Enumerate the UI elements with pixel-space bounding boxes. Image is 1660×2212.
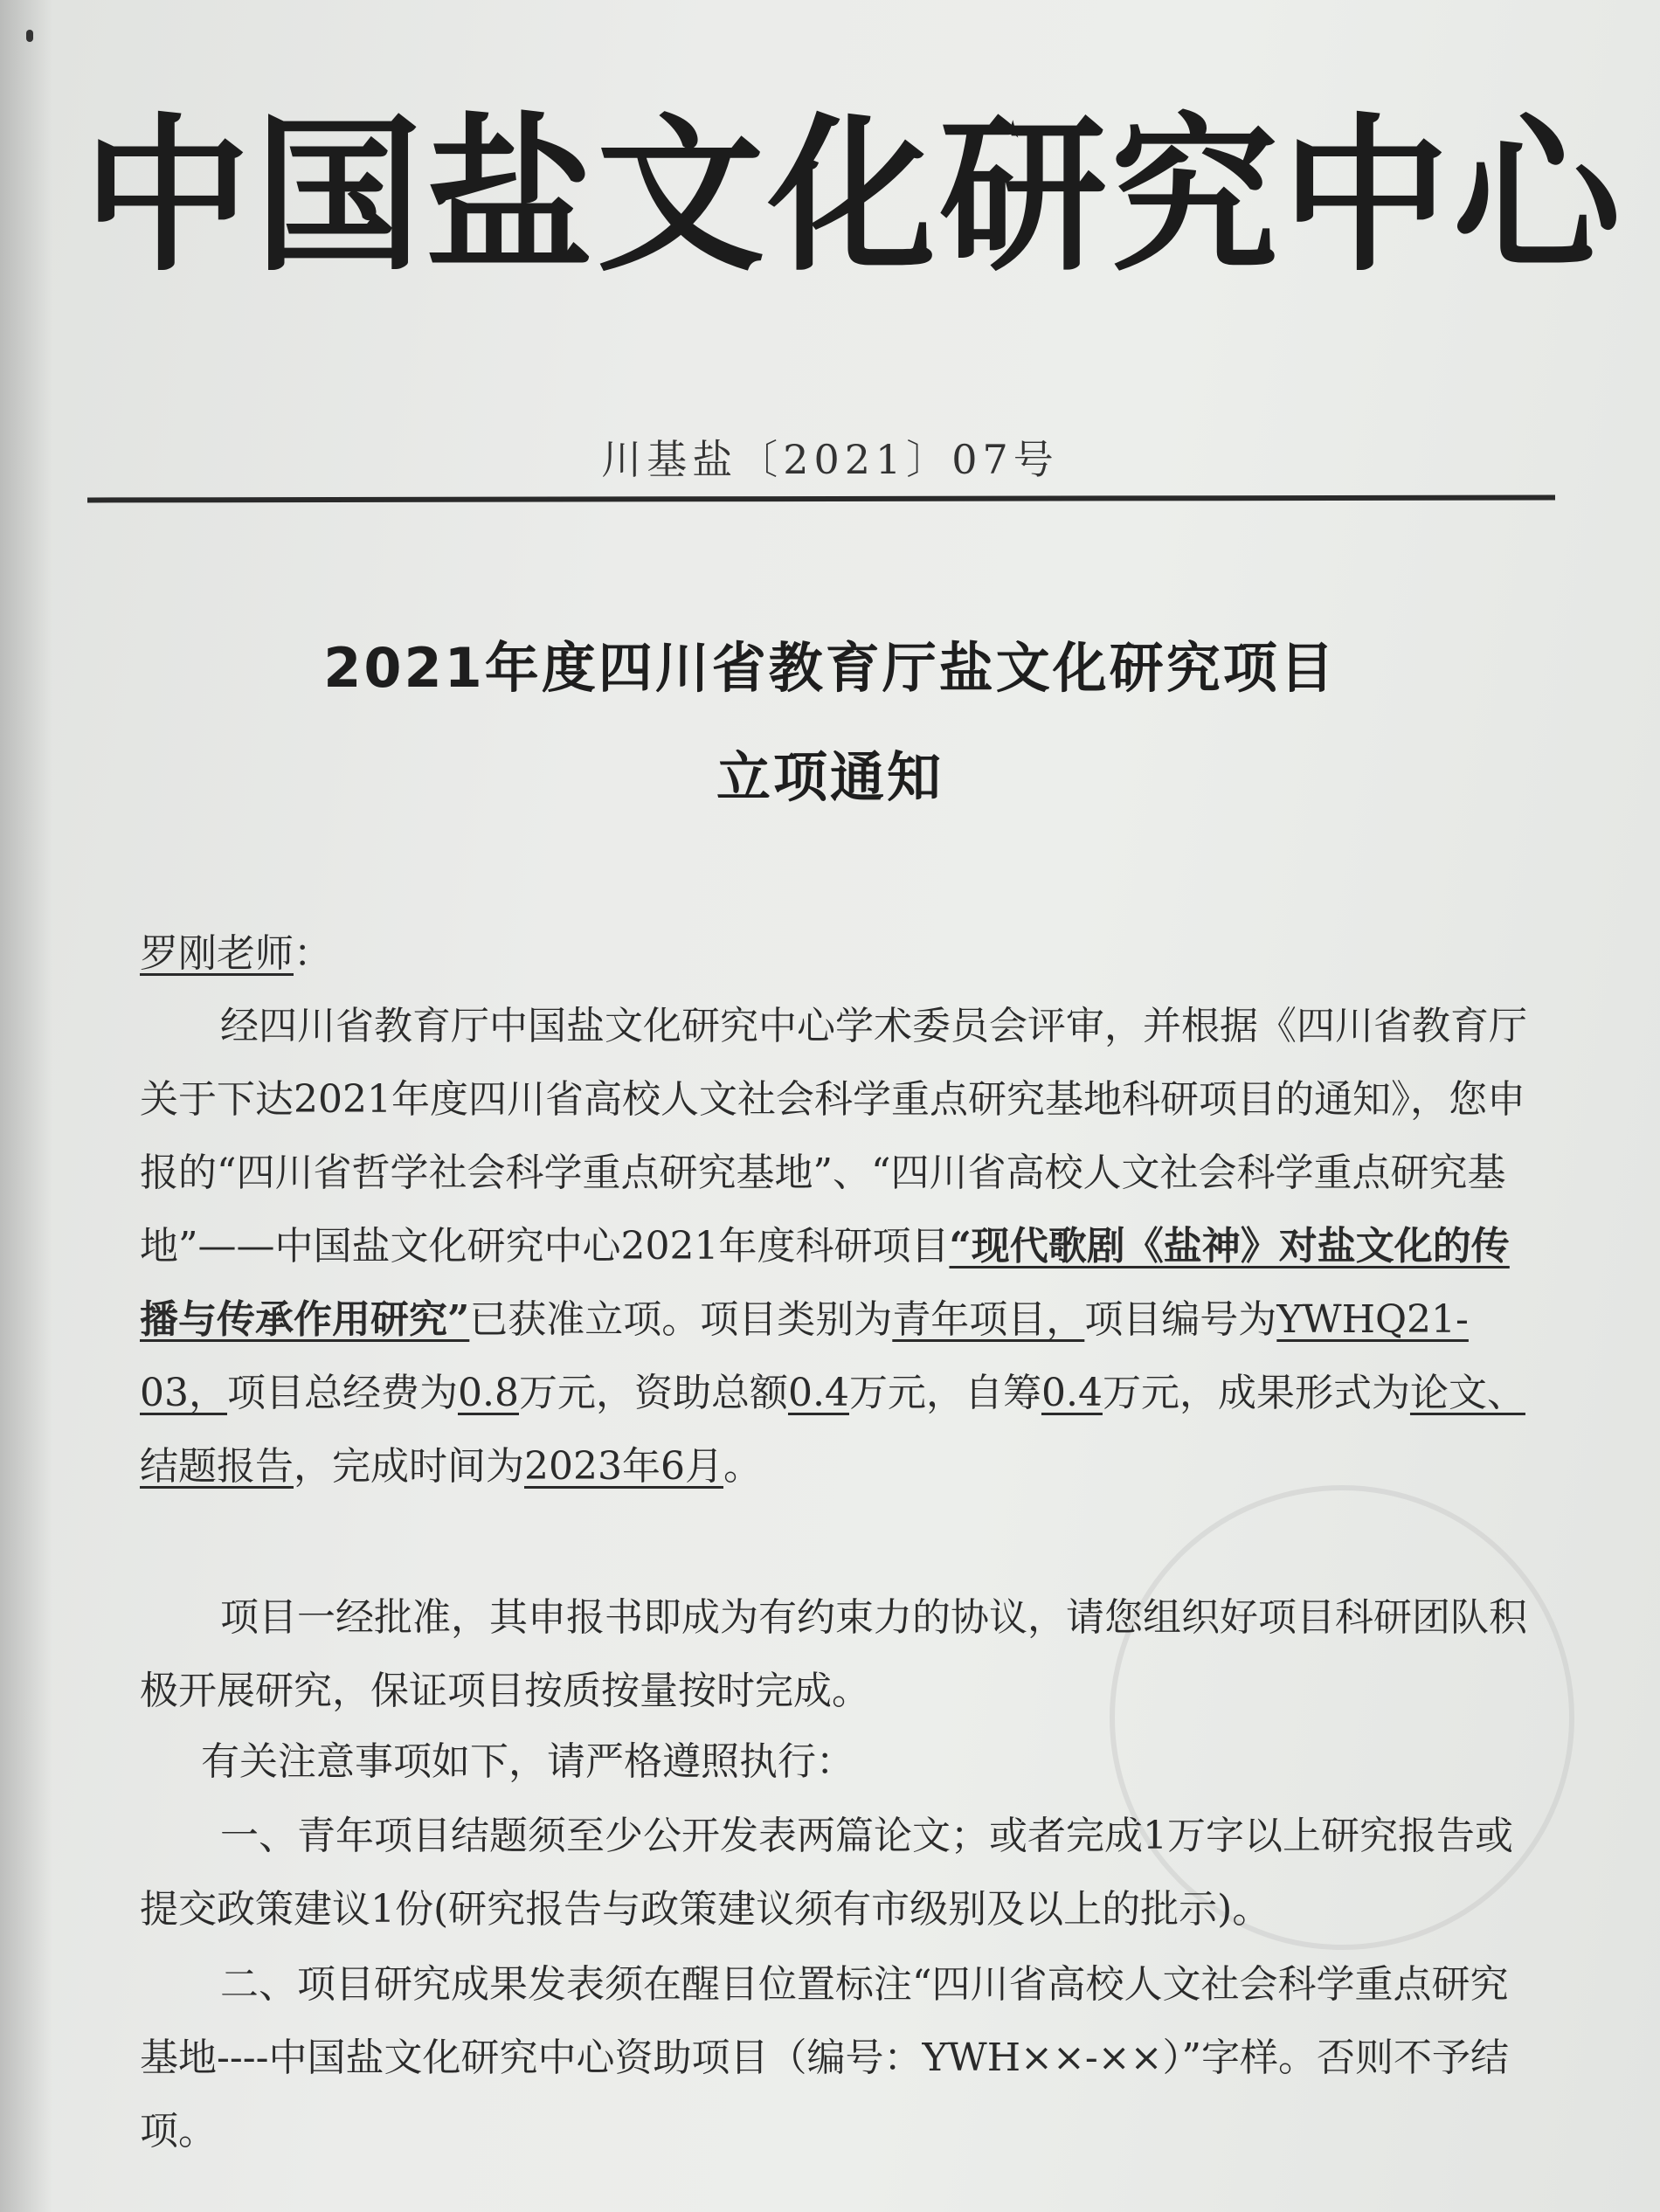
approval-text-6: 万元，自筹 (848, 1371, 1041, 1415)
punch-mark (26, 30, 33, 42)
approval-text-7: 万元，成果形式为 (1102, 1371, 1410, 1415)
paragraph-notice-intro: 有关注意事项如下，请严格遵照执行： (201, 1739, 854, 1784)
self-raised-amount: 0.4 (1041, 1371, 1103, 1415)
approval-text-2: 已获准立项。项目类别为 (469, 1297, 893, 1342)
approval-text-3: 项目编号为 (1084, 1297, 1277, 1342)
salutation (140, 917, 1538, 991)
document-number: 川基盐〔2021〕07号 (601, 436, 1059, 483)
approval-text-8: ，完成时间为 (294, 1444, 524, 1489)
document-subtitle: 立项通知 (716, 745, 944, 809)
document-title: 2021年度四川省教育厅盐文化研究项目 (323, 636, 1337, 700)
paragraph-agreement: 项目一经批准，其申报书即成为有约束力的协议，请您组织好项目科研团队积极开展研究，保证项目按质按量按时完成。 (140, 1595, 1527, 1713)
approval-text-9: 。 (723, 1444, 762, 1489)
approval-text-1: 经四川省教育厅中国盐文化研究中心学术委员会评审，并根据《四川省教育厅关于下达2021年度四川省高校人文社会科学重点研究基地科研项目的通知》，您申报的“四川省哲学社会科学重点研究基地”、“四川省高校人文社会科学重点研究基地”——中国盐文化研究中心2021年度科研项目 (140, 1004, 1527, 1268)
total-funding: 0.8 (458, 1371, 519, 1415)
project-category: 青年项目， (892, 1297, 1085, 1342)
recipient-name: 罗刚老师 (140, 931, 294, 976)
approval-text-5: 万元，资助总额 (518, 1371, 788, 1415)
salutation-colon: ： (294, 931, 332, 976)
completion-deadline: 2023年6月 (524, 1444, 723, 1489)
letterhead: 中国盐文化研究中心 (83, 100, 1624, 294)
page-edge-shadow (0, 0, 52, 2212)
paragraph-approval (140, 990, 1538, 1503)
project-name: “现代歌剧《盐神》对盐文化的传播与传承作用研究” (140, 1224, 1510, 1342)
paragraph-requirement-1: 一、青年项目结题须至少公开发表两篇论文；或者完成1万字以上研究报告或提交政策建议1份(研究报告与政策建议须有市级别及以上的批示)。 (140, 1814, 1513, 1932)
paragraph-requirement-2: 二、项目研究成果发表须在醒目位置标注“四川省高校人文社会科学重点研究基地----中国盐文化研究中心资助项目（编号：YWH××-××）”字样。否则不予结项。 (140, 1962, 1509, 2153)
project-code: YWHQ21-03， (140, 1297, 1469, 1415)
funded-amount: 0.4 (787, 1371, 849, 1415)
approval-text-4: 项目总经费为 (227, 1371, 458, 1415)
output-form: 论文、结题报告 (140, 1371, 1525, 1489)
